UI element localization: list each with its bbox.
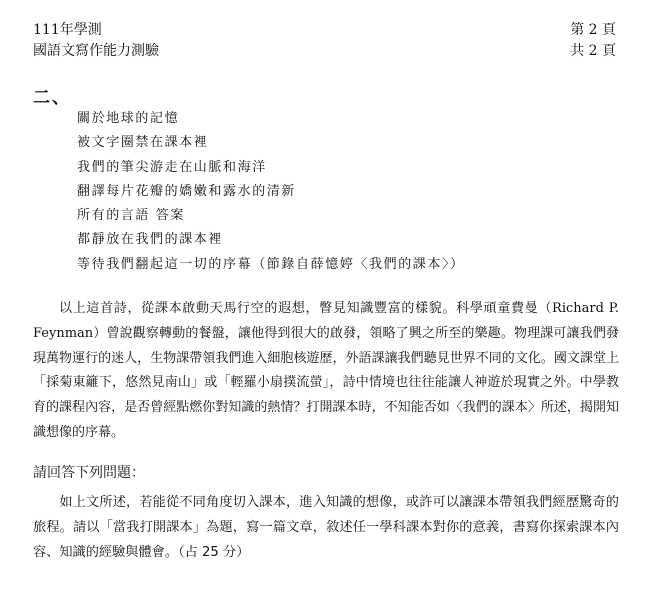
header-left — [33, 20, 159, 62]
passage — [33, 297, 619, 446]
page-number: 第 2 頁 — [570, 22, 616, 38]
poem-line: 都靜放在我們的課本裡 — [77, 232, 224, 248]
header-right — [570, 20, 616, 62]
poem-line: 翻譯每片花瓣的嬌嫩和露水的清新 — [77, 183, 297, 199]
poem-line: 等待我們翻起這一切的序幕（節錄自薛憶婷〈我們的課本〉） — [77, 256, 465, 272]
question-body — [33, 491, 619, 565]
page-total: 共 2 頁 — [570, 43, 616, 59]
question-text: 如上文所述，若能從不同角度切入課本，進入知識的想像，或許可以讓課本帶領我們經歷驚奇的旅程。請以「當我打開課本」為題，寫一篇文章，敘述任一學科課本對你的意義，書寫你探索課本內容、知識的經驗與體會。（占 25 分） — [33, 495, 619, 560]
poem-line: 我們的筆尖游走在山脈和海洋 — [77, 159, 267, 175]
poem-line: 關於地球的記憶 — [77, 111, 180, 126]
question-title: 請回答下列問題： — [33, 465, 145, 481]
exam-subject: 國語文寫作能力測驗 — [33, 43, 159, 59]
exam-title: 111年學測 — [33, 22, 102, 38]
section-number: 二、 — [33, 88, 71, 108]
poem — [77, 107, 637, 277]
poem-line: 被文字圈禁在課本裡 — [77, 135, 209, 151]
poem-line: 所有的言語 答案 — [77, 208, 185, 224]
passage-text: 以上這首詩，從課本啟動天馬行空的遐想，瞥見知識豐富的樣貌。科學頑童費曼（Richard P. Feynman）曾說觀察轉動的餐盤，讓他得到很大的啟發，領略了興之所至的樂趣。物理課可讓我們發現萬物運行的迷人，生物課帶領我們進入細胞核遊歷，外語課讓我們聽見世界不同的文化。國文課堂上「採菊東籬下，悠然見南山」或「輕羅小扇撲流螢」，詩中情境也往往能讓人神遊於現實之外。中學教育的課程內容，是否曾經點燃你對知識的熱情？打開課本時，不知能否如〈我們的課本〉所述，揭開知識想像的序幕。 — [33, 301, 619, 440]
